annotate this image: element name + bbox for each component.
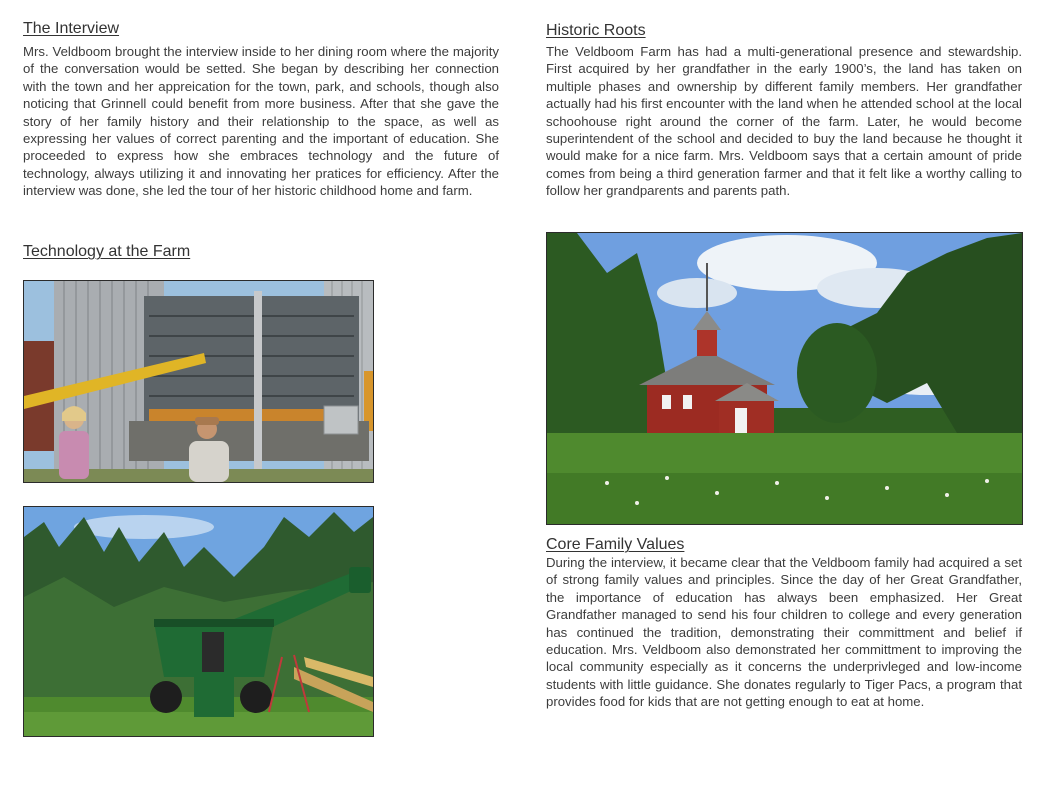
values-heading: Core Family Values: [546, 536, 685, 553]
interview-paragraph: Mrs. Veldboom brought the interview inside to her dining room where the majority of the conversation would be setted. She began by describing her connection with the town and her appreication for the town, park, and schools, though also noticing that Grinnell could benefit from more business. After that she gave the story of her family history and their relationship to the space, as well as expressing her values of correct parenting and the important of education. She proceeded to express how she embraces technology and the future of technology, always utilizing it and innovating her pratices for efficiency. After the interview was done, she led the tour of her historic childhood home and farm.: [23, 44, 499, 199]
historic-heading: Historic Roots: [546, 22, 646, 39]
grain-cart-photo: [23, 506, 374, 737]
schoolhouse-image: [547, 233, 1022, 524]
grain-dryer-image: [24, 281, 373, 482]
grain-dryer-photo: [23, 280, 374, 483]
values-paragraph: During the interview, it became clear that the Veldboom family had acquired a set of strong family values and principles. Since the day of her Great Grandfather, the importance of education has always been emphasized. Her Great Grandfather managed to send his four children to college and every generation has continued the tradition, demonstrating their committment and belief if education. Mrs. Veldboom also demonstrated her committment to improving the local community especially as it concerns the underprivleged and low-income students with little guidance. She donates regularly to Tiger Pacs, a program that provides food for kids that are not getting enough to eat at home.: [546, 555, 1022, 710]
schoolhouse-photo: [546, 232, 1023, 525]
historic-paragraph: The Veldboom Farm has had a multi-generational presence and stewardship. First acquired by her grandfather in the early 1900’s, the land has taken on multiple phases and ownership by different family members. Her grandfather actually had his first encounter with the land when he attended school at the local schoohouse right around the corner of the farm. Later, he would become superintendent of the school and decided to buy the land because he thought it would make for a nice farm. Mrs. Veldboom says that a certain amount of pride comes from being a third generation farmer and that it felt like a worthy calling to follow her grandparents and parents path.: [546, 44, 1022, 199]
interview-heading: The Interview: [23, 20, 120, 37]
technology-heading: Technology at the Farm: [23, 243, 191, 260]
grain-cart-image: [24, 507, 373, 736]
